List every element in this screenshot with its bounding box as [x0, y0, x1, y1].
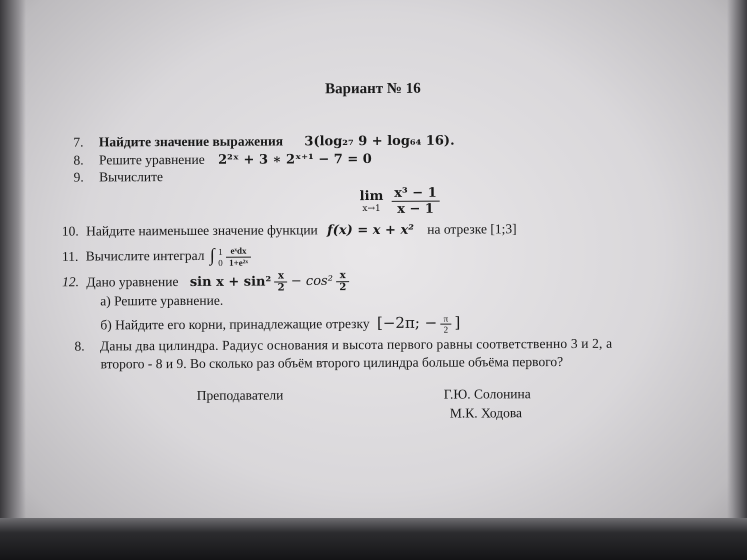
integral-numerator: eˣdx	[226, 246, 251, 258]
lim-numerator: x³ − 1	[391, 186, 440, 202]
task-expression: f(x) = x + x²	[327, 222, 414, 239]
task-10	[62, 221, 517, 239]
equation-part-a: sin x + sin²	[189, 274, 272, 290]
teacher-name-2: М.К. Ходова	[449, 405, 523, 421]
equation-part-b: − cos²	[290, 273, 333, 290]
task-8	[73, 151, 371, 169]
task-tail: на отрезке [1;3]	[427, 221, 517, 237]
monitor-bezel-bottom	[0, 518, 747, 560]
lim-label: lim	[359, 188, 384, 205]
limit-expression	[360, 186, 440, 217]
task-line-1: Даны два цилиндра. Радиус основания и высота первого равны соответственно 3 и 2, а	[99, 335, 613, 354]
task-text: Вычислите	[99, 169, 164, 185]
teachers-label: Преподаватели	[196, 387, 284, 403]
teacher-name-1: Г.Ю. Солонина	[443, 386, 531, 402]
integral-lower: 0	[218, 257, 223, 268]
task-number: 11.	[61, 248, 79, 264]
task-number: 10.	[61, 223, 79, 239]
task-line-2: второго - 8 и 9. Во сколько раз объём второго цилиндра больше объёма первого?	[100, 354, 564, 372]
integral-denominator: 1+e²ˣ	[229, 258, 249, 269]
task-12-subtask-b	[100, 314, 460, 337]
interval-start: [−2π; −	[376, 313, 438, 332]
page-title: Вариант № 16	[325, 80, 421, 98]
lim-denominator: x − 1	[397, 201, 435, 217]
task-8-cylinders	[74, 336, 612, 355]
task-text: Вычислите интеграл	[85, 248, 205, 264]
task-7	[73, 133, 454, 151]
task-number: 9.	[73, 169, 84, 185]
task-text: Решите уравнение	[98, 151, 205, 168]
task-text: Найдите значение выражения	[98, 133, 284, 150]
task-expression: 3(log₂₇ 9 + log₆₄ 16).	[304, 133, 455, 150]
integral-expression	[210, 245, 251, 270]
integral-sign: ∫	[209, 244, 215, 265]
task-text: Дано уравнение	[86, 273, 179, 290]
task-number: 7.	[73, 134, 84, 150]
task-12-subtask-a: а) Решите уравнение.	[100, 292, 224, 309]
interval-denominator: 2	[443, 325, 449, 336]
subtask-b-text: б) Найдите его корни, принадлежащие отрезку	[100, 316, 370, 333]
task-expression: 2²ˣ + 3 ∗ 2ˣ⁺¹ − 7 = 0	[218, 152, 372, 168]
interval-end: ]	[454, 313, 461, 332]
fraction-2-numerator: x	[336, 270, 349, 282]
fraction-1-numerator: x	[274, 270, 287, 282]
task-11	[62, 245, 251, 270]
fraction-2-denominator: 2	[339, 282, 347, 294]
task-9	[74, 169, 164, 185]
integral-upper: 1	[218, 246, 223, 257]
task-number: 12.	[62, 274, 80, 290]
task-12	[62, 270, 349, 295]
fraction-1-denominator: 2	[277, 282, 285, 294]
interval-numerator: π	[441, 314, 452, 325]
task-number: 8.	[73, 152, 84, 168]
task-number: 8.	[74, 338, 85, 354]
lim-subscript: x→1	[362, 203, 381, 215]
task-text: Найдите наименьшее значение функции	[86, 222, 318, 239]
